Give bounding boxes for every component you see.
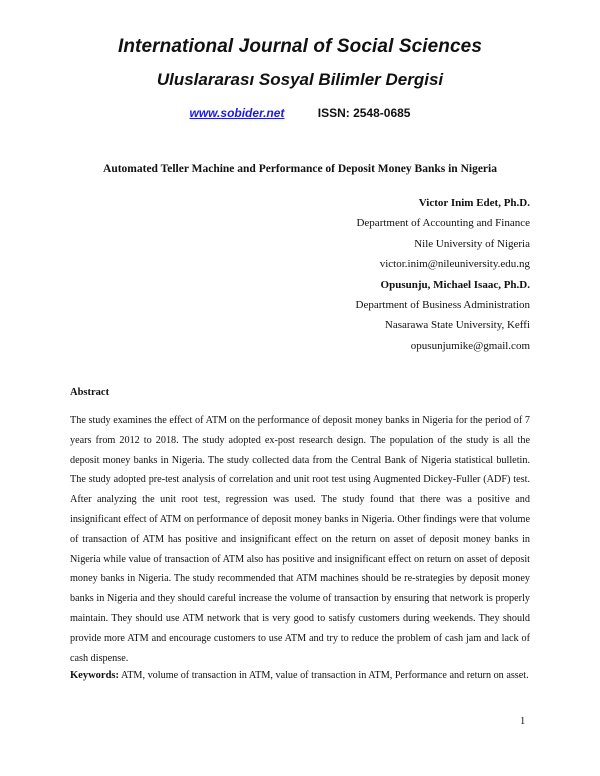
author-name: Victor Inim Edet, Ph.D.: [418, 197, 530, 209]
journal-title: International Journal of Social Sciences: [117, 36, 483, 57]
keywords-label: Keywords:: [70, 670, 119, 681]
author-email: victor.inim@nileuniversity.edu.ng: [379, 258, 530, 271]
author-university: Nile University of Nigeria: [414, 237, 530, 250]
author-email: opusunjumike@gmail.com: [410, 339, 530, 352]
abstract-body: The study examines the effect of ATM on the performance of deposit money banks in Nigeria for the period of 7 years from 2012 to 2018. The study adopted ex-post research design. The population of the study is all the deposit money banks in Nigeria. The study collected data from the Central Bank of Nigeria statistical bulletin. The study adopted pre-test analysis of correlation and unit root test using Augmented Dickey-Fuller (ADF) test. After analyzing the unit root test, regression was used. The study found that there was a positive and insignificant effect of ATM on performance of deposit money banks in Nigeria. Other findings were that volume of transaction of ATM has positive and insignificant effect on the return on asset of deposit money banks in Nigeria while value of transaction of ATM also has positive and insignificant effect on return on asset of deposit money banks in Nigeria. The study recommended that ATM machines should be re-strategies by deposit money banks in Nigeria and they should careful increase the volume of transaction by ensuring that network is properly maintain. They should use ATM network that is very good to satisfy customers during weekends. They should provide more ATM and encourage customers to use ATM and try to reduce the problem of cash jam and lack of cash dispense.: [70, 415, 530, 664]
author-department: Department of Accounting and Finance: [356, 217, 530, 230]
paper-title: Automated Teller Machine and Performance of Deposit Money Banks in Nigeria: [103, 163, 497, 175]
author-department: Department of Business Administration: [355, 299, 530, 312]
author-block: [356, 193, 530, 356]
keywords-paragraph: [70, 666, 530, 685]
journal-issn: ISSN: 2548-0685: [317, 106, 411, 120]
keywords-text: ATM, volume of transaction in ATM, value of transaction in ATM, Performance and return on asset.: [119, 670, 529, 681]
journal-meta: [0, 106, 600, 120]
journal-website-link[interactable]: www.sobider.net: [189, 106, 285, 120]
author-university: Nasarawa State University, Keffi: [384, 319, 530, 332]
page-number: 1: [520, 716, 526, 727]
abstract-heading: Abstract: [70, 387, 110, 398]
author-name: Opusunju, Michael Isaac, Ph.D.: [380, 278, 530, 291]
journal-subtitle: Uluslararası Sosyal Bilimler Dergisi: [156, 70, 444, 89]
